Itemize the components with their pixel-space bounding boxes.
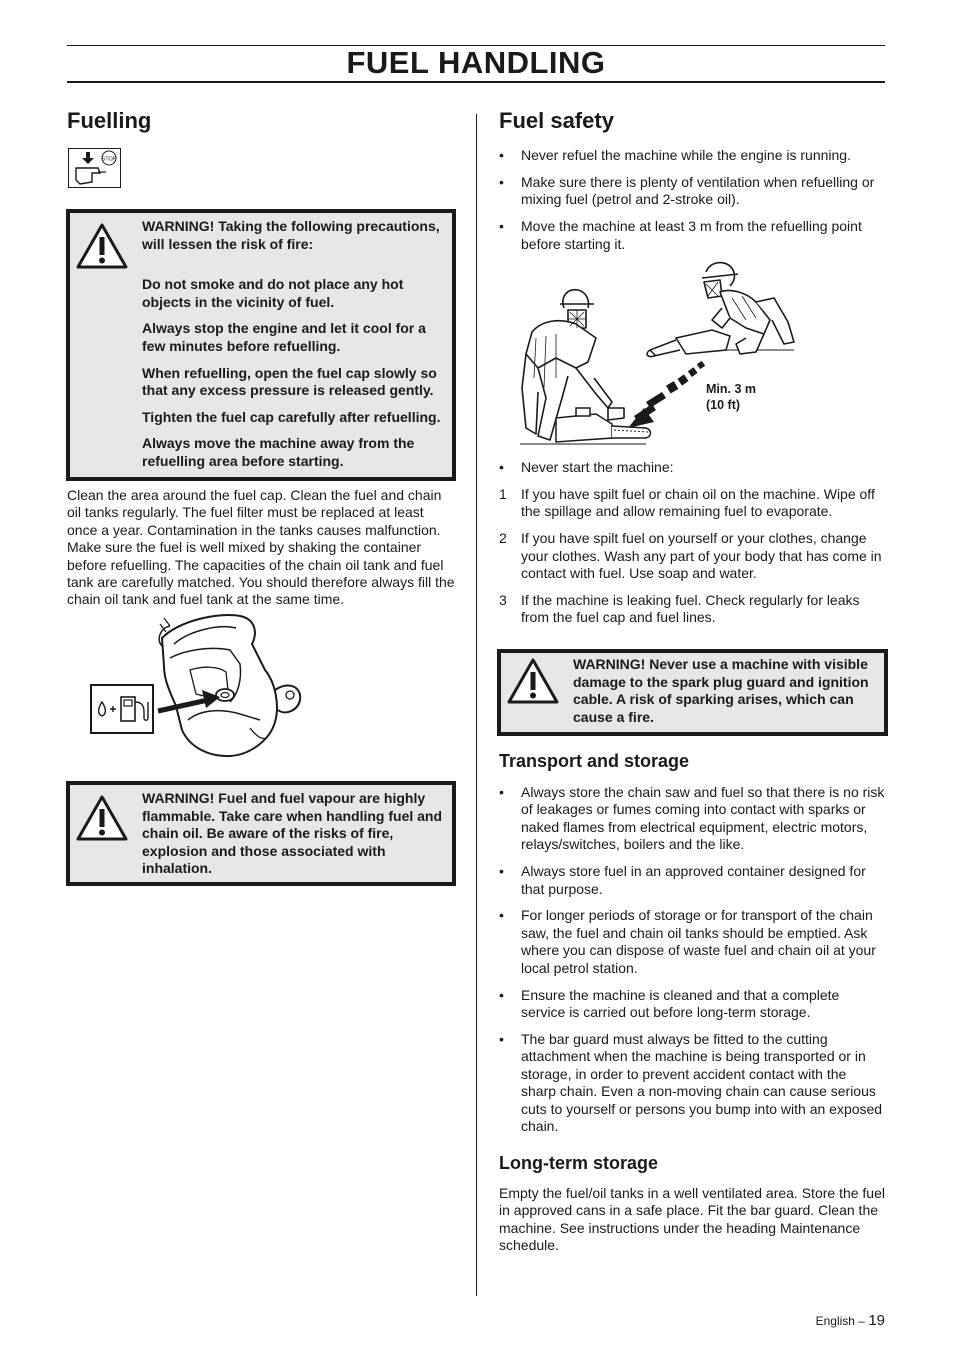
page-title: FUEL HANDLING: [346, 45, 606, 80]
stop-engine-refuel-icon: [68, 148, 121, 188]
warning-box-spark-plug: [497, 649, 888, 736]
distance-label-metric: Min. 3 m: [706, 382, 757, 396]
longterm-body-text: Empty the fuel/oil tanks in a well ventilated area. Store the fuel in approved cans in a safe place. Fit the bar guard. Clean the machine. See instructions under the heading Maintenance schedule.: [499, 1185, 885, 1254]
column-divider: [476, 114, 477, 1296]
warning-box-fire-precautions: [66, 209, 456, 481]
longterm-heading: Long-term storage: [499, 1153, 659, 1173]
fuel-safety-list: [499, 147, 885, 253]
list-item: • Ensure the machine is cleaned and that a complete service is carried out before long-term storage.: [499, 987, 885, 1022]
warning-line: When refuelling, open the fuel cap slowly so that any excess pressure is released gently.: [142, 364, 437, 399]
list-item: • Never refuel the machine while the engine is running.: [499, 147, 885, 164]
page-number: 19: [868, 1312, 885, 1329]
warning-line: Tighten the fuel cap carefully after refuelling.: [142, 408, 441, 425]
warning-triangle-icon: [74, 793, 130, 843]
title-rule-bottom: [67, 81, 885, 83]
list-item: 3 If the machine is leaking fuel. Check regularly for leaks from the fuel cap and fuel lines.: [499, 592, 860, 626]
warning-line: Always stop the engine and let it cool for a few minutes before refuelling.: [142, 320, 426, 354]
list-item: • Move the machine at least 3 m from the refuelling point before starting it.: [499, 218, 885, 253]
warning-text: WARNING! Never use a machine with visible damage to the spark plug guard and ignition cable. A risk of sparking arises, which can cause a fire.: [573, 656, 869, 725]
warning-line: Do not smoke and do not place any hot objects in the vicinity of fuel.: [142, 276, 404, 310]
page-footer: [816, 1312, 885, 1329]
never-start-numbered-list: [499, 486, 885, 627]
warning-box-flammable: [66, 781, 456, 886]
never-start-list: [499, 459, 885, 476]
svg-text:STOP: STOP: [101, 156, 117, 163]
list-item: • Always store the chain saw and fuel so that there is no risk of leakages or fumes coming into contact with sparks or naked flames from electrical equipment, electric motors, relays/switches, boilers and the like.: [499, 784, 885, 854]
distance-label-imperial: (10 ft): [706, 398, 741, 412]
warning-triangle-icon: [505, 656, 561, 706]
list-item: • The bar guard must always be fitted to the cutting attachment when the machine is being transported or in storage, in order to prevent accident contact with the sharp chain. Even a non-moving chain can cause serious cuts to yourself or persons you bump into with an exposed chain.: [499, 1031, 885, 1135]
warning-line: Always move the machine away from the refuelling area before starting.: [142, 435, 415, 469]
list-item: 1 If you have spilt fuel or chain oil on the machine. Wipe off the spillage and allow remaining fuel to evaporate.: [499, 486, 875, 520]
chainsaw-fuel-cap-illustration: [90, 610, 335, 765]
list-item: • Never start the machine:: [499, 459, 885, 476]
list-item: • Make sure there is plenty of ventilation when refuelling or mixing fuel (petrol and 2-stroke oil).: [499, 174, 885, 209]
refuel-distance-illustration: [516, 258, 801, 448]
warning-triangle-icon: [74, 221, 130, 271]
list-item: • For longer periods of storage or for transport of the chain saw, the fuel and chain oil tanks should be emptied. Ask where you can dispose of waste fuel and chain oil at your local petrol station.: [499, 907, 885, 977]
fuel-safety-heading: Fuel safety: [499, 108, 614, 133]
warning-text: WARNING! Fuel and fuel vapour are highly flammable. Take care when handling fuel and chain oil. Be aware of the risks of fire, explosion and those associated with inhalation.: [142, 790, 443, 877]
fuelling-body-text: Clean the area around the fuel cap. Clean the fuel and chain oil tanks regularly. The fuel filter must be replaced at least once a year. Contamination in the tanks causes malfunction. Make sure the fuel is well mixed by shaking the container before refuelling. The capacities of the chain oil tank and fuel tank are carefully matched. You should therefore always fill the chain oil tank and fuel tank at the same time.: [67, 487, 455, 608]
footer-language: English: [815, 1314, 855, 1328]
transport-list: [499, 784, 885, 1135]
list-item: • Always store fuel in an approved container designed for that purpose.: [499, 863, 885, 898]
fuelling-heading: Fuelling: [67, 108, 152, 133]
footer-separator: –: [854, 1314, 869, 1328]
transport-heading: Transport and storage: [499, 751, 690, 771]
list-item: 2 If you have spilt fuel on yourself or your clothes, change your clothes. Wash any part of your body that has come in contact with fuel. Use soap and water.: [499, 530, 882, 582]
warning-line: WARNING! Taking the following precautions, will lessen the risk of fire:: [142, 218, 440, 252]
